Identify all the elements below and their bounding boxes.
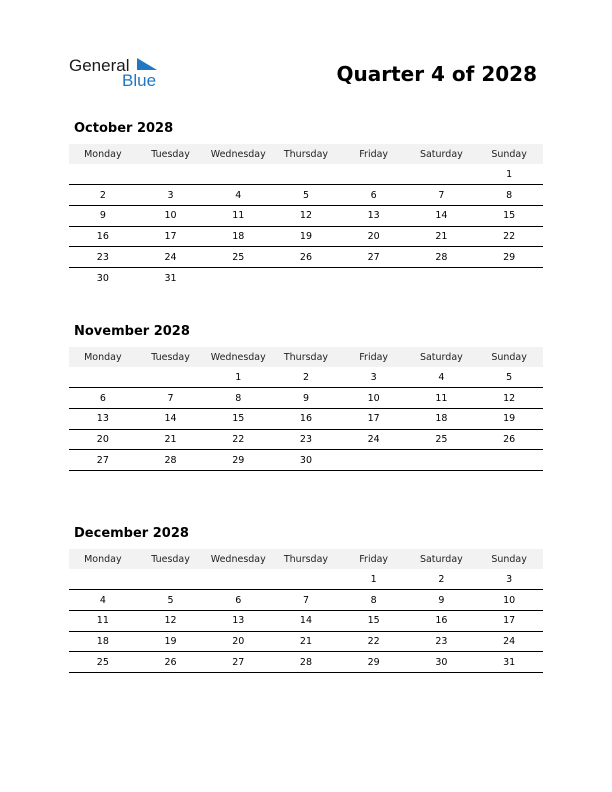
page-title: Quarter 4 of 2028 [336,62,537,86]
month-october [69,120,543,288]
weekday-header: Thursday [272,549,340,569]
day-cell: 3 [137,185,205,206]
weekday-header: Tuesday [137,549,205,569]
week-row [69,408,543,429]
day-cell: 18 [408,408,476,429]
day-cell [340,450,408,471]
weekday-header: Tuesday [137,144,205,164]
week-row [69,367,543,388]
day-cell: 9 [272,388,340,409]
day-cell: 13 [204,610,272,631]
weekday-header: Monday [69,144,137,164]
week-row [69,226,543,247]
day-cell: 30 [408,652,476,673]
day-cell: 11 [69,610,137,631]
day-cell: 28 [272,652,340,673]
day-cell: 1 [475,164,543,185]
day-cell: 24 [340,429,408,450]
day-cell: 18 [69,631,137,652]
day-cell: 18 [204,226,272,247]
day-cell: 25 [69,652,137,673]
weekday-header-row [69,144,543,164]
day-cell: 22 [204,429,272,450]
day-cell: 24 [137,247,205,268]
day-cell: 9 [69,205,137,226]
weekday-header: Friday [340,347,408,367]
weekday-header: Wednesday [204,549,272,569]
day-cell: 4 [69,590,137,611]
week-row [69,631,543,652]
weekday-header: Monday [69,549,137,569]
day-cell: 28 [408,247,476,268]
day-cell [204,267,272,288]
weekday-header: Friday [340,549,408,569]
day-cell [137,164,205,185]
day-cell: 23 [408,631,476,652]
weekday-header: Sunday [475,347,543,367]
day-cell [272,569,340,590]
day-cell: 12 [137,610,205,631]
day-cell [69,569,137,590]
day-cell: 7 [408,185,476,206]
day-cell [408,267,476,288]
day-cell: 23 [272,429,340,450]
day-cell: 5 [475,367,543,388]
day-cell: 3 [475,569,543,590]
day-cell: 17 [137,226,205,247]
week-row [69,652,543,673]
day-cell: 11 [408,388,476,409]
day-cell: 1 [204,367,272,388]
day-cell: 22 [340,631,408,652]
day-cell: 11 [204,205,272,226]
day-cell: 25 [204,247,272,268]
day-cell: 15 [204,408,272,429]
day-cell: 17 [475,610,543,631]
day-cell: 20 [204,631,272,652]
day-cell: 3 [340,367,408,388]
day-cell: 29 [340,652,408,673]
day-cell: 9 [408,590,476,611]
weekday-header-row [69,549,543,569]
day-cell: 20 [340,226,408,247]
day-cell: 19 [137,631,205,652]
day-cell: 16 [272,408,340,429]
day-cell: 2 [272,367,340,388]
day-cell: 13 [340,205,408,226]
day-cell: 23 [69,247,137,268]
day-cell: 29 [475,247,543,268]
weekday-header: Saturday [408,144,476,164]
day-cell: 29 [204,450,272,471]
day-cell: 30 [272,450,340,471]
weekday-header: Thursday [272,144,340,164]
day-cell [272,164,340,185]
day-cell: 10 [475,590,543,611]
day-cell: 31 [475,652,543,673]
day-cell: 16 [69,226,137,247]
day-cell: 6 [69,388,137,409]
day-cell: 8 [475,185,543,206]
week-row [69,267,543,288]
weekday-header-row [69,347,543,367]
week-row [69,164,543,185]
day-cell: 6 [340,185,408,206]
day-cell [475,267,543,288]
month-title: December 2028 [74,526,189,541]
day-cell: 25 [408,429,476,450]
day-cell: 8 [204,388,272,409]
day-cell: 1 [340,569,408,590]
day-cell: 26 [272,247,340,268]
weekday-header: Sunday [475,144,543,164]
day-cell: 14 [137,408,205,429]
day-cell: 13 [69,408,137,429]
day-cell: 21 [408,226,476,247]
weekday-header: Thursday [272,347,340,367]
day-cell [408,450,476,471]
day-cell: 12 [475,388,543,409]
day-cell: 2 [69,185,137,206]
day-cell [137,367,205,388]
day-cell: 19 [475,408,543,429]
day-cell: 28 [137,450,205,471]
day-cell: 7 [272,590,340,611]
day-cell [340,164,408,185]
day-cell: 27 [204,652,272,673]
day-cell [408,164,476,185]
weekday-header: Monday [69,347,137,367]
day-cell: 4 [408,367,476,388]
day-cell: 24 [475,631,543,652]
day-cell: 22 [475,226,543,247]
day-cell: 5 [272,185,340,206]
weekday-header: Wednesday [204,144,272,164]
week-row [69,388,543,409]
weekday-header: Wednesday [204,347,272,367]
day-cell: 17 [340,408,408,429]
month-title: November 2028 [74,324,190,339]
day-cell: 4 [204,185,272,206]
day-cell: 14 [272,610,340,631]
day-cell: 8 [340,590,408,611]
month-december [69,525,543,673]
day-cell: 21 [272,631,340,652]
logo-text-general: General [69,56,130,75]
week-row [69,590,543,611]
week-row [69,610,543,631]
day-cell: 26 [475,429,543,450]
day-cell: 7 [137,388,205,409]
week-row [69,429,543,450]
month-november [69,323,543,471]
day-cell: 30 [96,272,109,284]
day-cell [475,450,543,471]
day-cell: 5 [137,590,205,611]
week-row [69,205,543,226]
day-cell [204,164,272,185]
day-cell [137,569,205,590]
day-cell [272,267,340,288]
day-cell: 19 [272,226,340,247]
weekday-header: Sunday [475,549,543,569]
week-row [69,569,543,590]
weekday-header: Saturday [408,549,476,569]
day-cell: 16 [408,610,476,631]
week-row [69,247,543,268]
day-cell: 10 [340,388,408,409]
calendar-table [69,347,543,471]
logo-text-blue: Blue [122,71,157,90]
day-cell: 10 [137,205,205,226]
day-cell: 2 [408,569,476,590]
day-cell: 27 [340,247,408,268]
day-cell: 15 [340,610,408,631]
calendar-table [69,144,543,288]
day-cell: 31 [164,272,177,284]
calendar-table [69,549,543,673]
generalblue-logo [69,56,169,92]
day-cell [69,164,137,185]
day-cell: 21 [137,429,205,450]
month-title: October 2028 [74,121,174,136]
weekday-header: Saturday [408,347,476,367]
week-row [69,450,543,471]
day-cell [340,267,408,288]
day-cell: 20 [69,429,137,450]
day-cell: 27 [69,450,137,471]
day-cell [69,367,137,388]
day-cell: 15 [475,205,543,226]
day-cell: 26 [137,652,205,673]
week-row [69,185,543,206]
day-cell: 12 [272,205,340,226]
day-cell: 14 [408,205,476,226]
day-cell: 6 [204,590,272,611]
weekday-header: Friday [340,144,408,164]
weekday-header: Tuesday [137,347,205,367]
day-cell [204,569,272,590]
